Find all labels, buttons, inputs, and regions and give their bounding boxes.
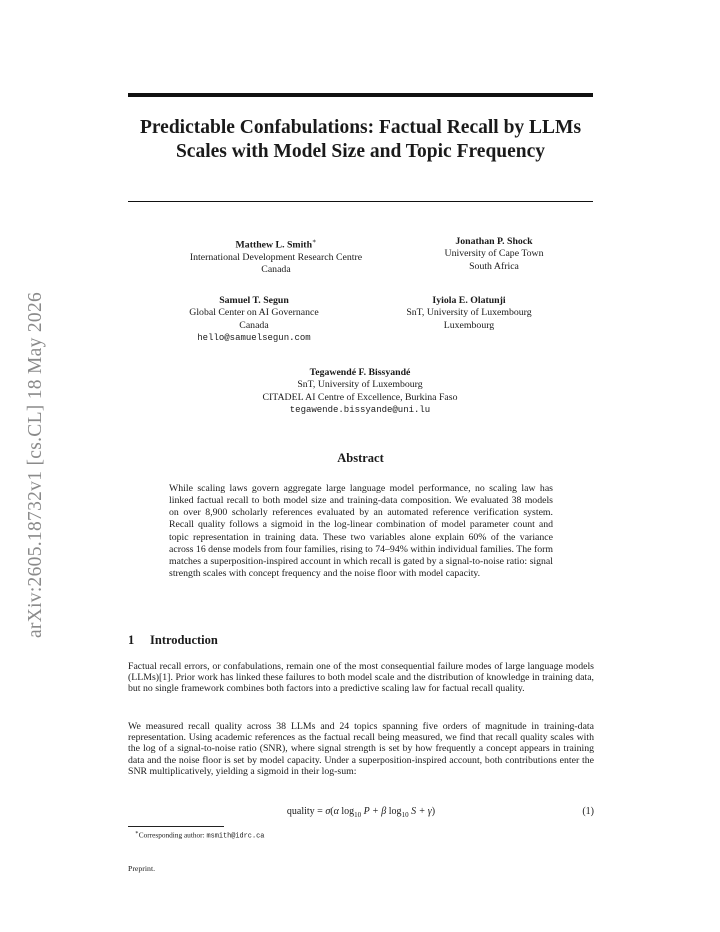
equation-lhs: quality <box>286 806 315 817</box>
body-paragraph: We measured recall quality across 38 LLMs and 24 topics spanning five orders of magnitude in training-data representation. Using academic references as the factual recall being measured, we find that recall quality scales with the log of a signal-to-noise ratio (SNR), where signal strength is set by how frequently a concept appears in training data and the noise floor is set by model capacity. Under a superposition-inspired account, both contributions enter the SNR multiplicatively, yielding a sigmoid in their log-sum: <box>128 721 594 777</box>
section-heading <box>128 633 218 648</box>
preprint-label: Preprint. <box>128 864 156 873</box>
author-country: South Africa <box>469 260 519 272</box>
author-affiliation: University of Cape Town <box>444 248 544 260</box>
author-block <box>158 295 350 344</box>
section-number: 1 <box>128 633 135 647</box>
footnote-email[interactable]: msmith@idrc.ca <box>206 832 265 841</box>
body-paragraph: Factual recall errors, or confabulations, remain one of the most consequential failure modes of large language models (LLMs)[1]. Prior work has linked these failures to both model scale and the distribution of knowledge in training data, but no single framework combines both factors into a predictive scaling law for factual recall quality. <box>128 661 594 695</box>
footnote-marker: ∗ <box>312 238 317 245</box>
author-name: Samuel T. Segun <box>219 295 289 306</box>
abstract-heading: Abstract <box>337 451 384 465</box>
paper-title: Predictable Confabulations: Factual Recall by LLMs Scales with Model Size and Topic Frequency <box>139 117 582 162</box>
author-country: Canada <box>239 319 269 331</box>
footnote <box>135 830 264 840</box>
author-block <box>210 367 510 416</box>
author-affiliation: International Development Research Centre <box>189 251 363 263</box>
author-email[interactable]: tegawende.bissyande@uni.lu <box>289 404 431 415</box>
author-country: Canada <box>261 263 291 275</box>
author-affiliation: SnT, University of Luxembourg <box>406 307 532 319</box>
footnote-marker: ∗ <box>135 830 139 836</box>
author-affiliation: Global Center on AI Governance <box>189 307 319 319</box>
author-name: Tegawendé F. Bissyandé <box>309 367 411 378</box>
author-block <box>158 236 394 276</box>
footnote-rule <box>128 826 224 827</box>
author-name: Iyiola E. Olatunji <box>432 295 506 306</box>
footnote-text: Corresponding author: <box>138 830 207 840</box>
author-affiliation: CITADEL AI Centre of Excellence, Burkina Faso <box>262 391 458 403</box>
abstract-text: While scaling laws govern aggregate large language model performance, no scaling law has linked factual recall to both model size and training-data composition. We evaluated 38 models on over 8,900 scholarly references evaluated by an automated reference verification system. Recall quality follows a sigmoid in the log-linear combination of model parameter count and topic representation in training data. These two variables alone explain 60% of the variance across 16 dense models from four families, rising to 74–94% within individual families. The form matches a superposition-inspired account in which recall is gated by a signal-to-noise ratio: signal strength scales with concept frequency and the noise floor with model capacity. <box>169 483 554 580</box>
title-bottom-rule <box>128 201 593 202</box>
author-country: Luxembourg <box>443 319 495 331</box>
author-name: Jonathan P. Shock <box>455 236 533 247</box>
section-title: Introduction <box>150 633 218 647</box>
author-name: Matthew L. Smith <box>235 239 313 251</box>
author-email[interactable]: hello@samuelsegun.com <box>197 332 311 343</box>
author-block <box>380 295 558 332</box>
arxiv-identifier: arXiv:2605.18732v1 [cs.CL] 18 May 2026 <box>25 291 46 639</box>
equation-expression: quality = σ(α $\log_{10} P + \beta$ $\log_{10} S + \gamma$) <box>286 806 436 819</box>
equation-number: (1) <box>582 806 594 817</box>
title-top-rule <box>128 93 593 97</box>
author-affiliation: SnT, University of Luxembourg <box>297 379 423 391</box>
author-block <box>400 236 588 273</box>
